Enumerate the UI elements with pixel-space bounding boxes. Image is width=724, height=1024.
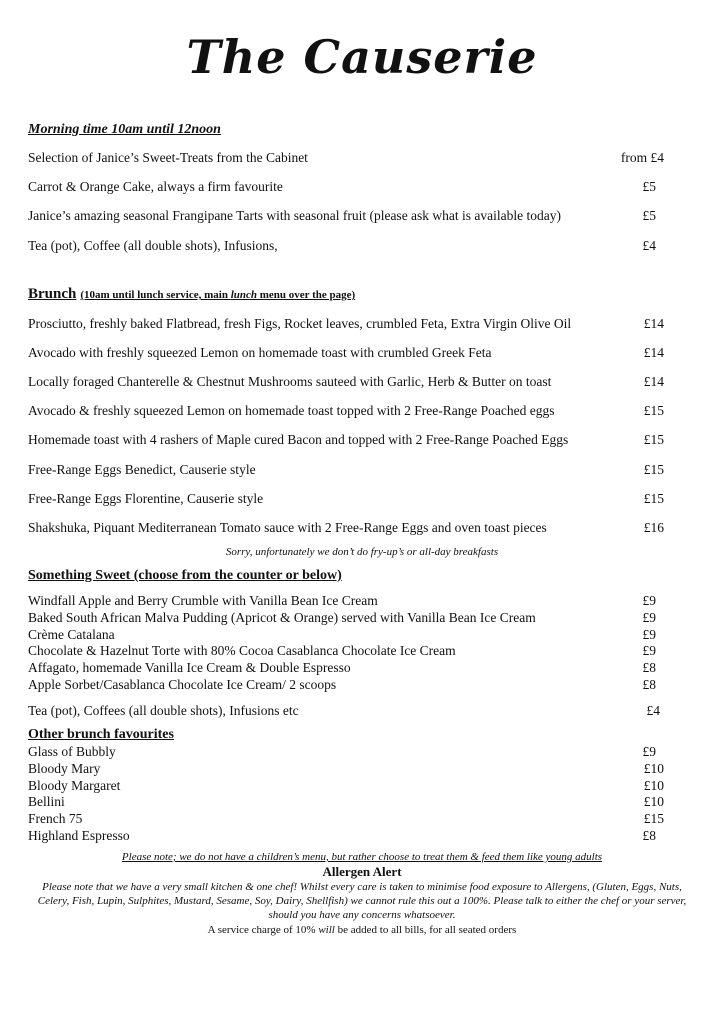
item-name: Bloody Margaret [28, 778, 121, 793]
allergen-title: Allergen Alert [322, 864, 402, 879]
page-title: The Causerie [186, 30, 538, 84]
item-name: Avocado with freshly squeezed Lemon on homemade toast with crumbled Greek Feta [28, 345, 492, 360]
item-price: £15 [643, 491, 664, 506]
item-name: Baked South African Malva Pudding (Apricot & Orange) served with Vanilla Bean Ice Cream [28, 610, 536, 625]
item-price: £14 [643, 374, 664, 389]
menu-item [28, 610, 664, 626]
item-price: £9 [642, 643, 656, 658]
item-price: from £4 [620, 150, 664, 165]
menu-item [28, 660, 664, 676]
menu-item [28, 794, 664, 810]
item-price: £8 [642, 660, 656, 675]
brunch-subheading-em: lunch [230, 289, 257, 301]
sweet-heading: Something Sweet (choose from the counter or below) [28, 568, 342, 583]
item-price: £5 [642, 208, 656, 223]
menu-item [28, 374, 664, 390]
allergen-text: Please note that we have a very small kitchen & one chef! Whilst every care is taken to minimise food exposure to Allergens, (Gluten, Eggs, Nuts, Celery, Fish, Lupin, Sulphites, Mustard, Sesame, Soy, Dairy, Shellfish) we cannot rule this out a 100%. Please talk to either the chef or your server, should you have any concerns whatsoever. [37, 881, 687, 921]
menu-item [28, 811, 664, 827]
item-name: Bellini [28, 794, 65, 809]
menu-item [28, 520, 664, 536]
item-name: Prosciutto, freshly baked Flatbread, fresh Figs, Rocket leaves, crumbled Feta, Extra Virgin Olive Oil [28, 316, 572, 331]
item-price: £14 [643, 316, 664, 331]
brunch-subheading [80, 289, 355, 301]
menu-item [28, 150, 664, 166]
item-price: £15 [643, 811, 664, 826]
children-note: Please note; we do not have a children’s menu, but rather choose to treat them & feed them like young adults [121, 851, 603, 863]
morning-heading: Morning time 10am until 12noon [28, 122, 221, 137]
brunch-heading [28, 285, 355, 303]
item-name: Windfall Apple and Berry Crumble with Vanilla Bean Ice Cream [28, 593, 378, 608]
item-price: £4 [642, 238, 656, 253]
menu-item [28, 643, 664, 659]
menu-item [28, 761, 664, 777]
item-price: £10 [643, 761, 664, 776]
item-name: Carrot & Orange Cake, always a firm favourite [28, 179, 283, 194]
item-price: £8 [642, 828, 656, 843]
service-charge-note [0, 924, 724, 936]
menu-item [28, 345, 664, 361]
item-price: £8 [642, 677, 656, 692]
item-name: Highland Espresso [28, 828, 130, 843]
item-price: £9 [642, 593, 656, 608]
brunch-subheading-post: menu over the page) [257, 289, 356, 301]
menu-item [28, 703, 664, 719]
item-price: £15 [643, 432, 664, 447]
menu-item [28, 778, 664, 794]
item-price: £5 [642, 179, 656, 194]
menu-item [28, 491, 664, 507]
item-name: Chocolate & Hazelnut Torte with 80% Cocoa Casablanca Chocolate Ice Cream [28, 643, 456, 658]
brunch-subheading-pre: (10am until lunch service, main [80, 289, 231, 301]
menu-item [28, 316, 664, 332]
item-name: Free-Range Eggs Florentine, Causerie style [28, 491, 264, 506]
menu-item [28, 208, 664, 224]
item-price: £10 [643, 794, 664, 809]
item-name: Avocado & freshly squeezed Lemon on homemade toast topped with 2 Free-Range Poached eggs [28, 403, 555, 418]
item-name: Glass of Bubbly [28, 744, 116, 759]
item-price: £9 [642, 610, 656, 625]
item-name: Apple Sorbet/Casablanca Chocolate Ice Cream/ 2 scoops [28, 677, 337, 692]
item-price: £9 [642, 744, 656, 759]
menu-item [28, 462, 664, 478]
item-name: Homemade toast with 4 rashers of Maple cured Bacon and topped with 2 Free-Range Poached Eggs [28, 432, 569, 447]
item-price: £15 [643, 403, 664, 418]
menu-item [28, 677, 664, 693]
item-name: Bloody Mary [28, 761, 101, 776]
menu-item [28, 627, 664, 643]
item-price: £4 [646, 703, 660, 718]
item-name: Locally foraged Chanterelle & Chestnut Mushrooms sauteed with Garlic, Herb & Butter on toast [28, 374, 552, 389]
item-name: Free-Range Eggs Benedict, Causerie style [28, 462, 256, 477]
item-price: £9 [642, 627, 656, 642]
menu-item [28, 828, 664, 844]
item-name: Tea (pot), Coffees (all double shots), Infusions etc [28, 703, 299, 718]
menu-item [28, 432, 664, 448]
menu-item [28, 744, 664, 760]
item-name: Selection of Janice’s Sweet-Treats from the Cabinet [28, 150, 308, 165]
menu-item [28, 403, 664, 419]
item-price: £10 [643, 778, 664, 793]
service-post: be added to all bills, for all seated orders [334, 924, 517, 936]
menu-item [28, 238, 664, 254]
item-name: Shakshuka, Piquant Mediterranean Tomato sauce with 2 Free-Range Eggs and oven toast pieces [28, 520, 547, 535]
item-price: £15 [643, 462, 664, 477]
menu-item [28, 179, 664, 195]
service-em: will [318, 924, 335, 936]
item-price: £16 [643, 520, 664, 535]
other-heading: Other brunch favourites [28, 727, 174, 742]
item-name: Janice’s amazing seasonal Frangipane Tarts with seasonal fruit (please ask what is available today) [28, 208, 562, 223]
item-name: French 75 [28, 811, 83, 826]
menu-item [28, 593, 664, 609]
item-name: Crème Catalana [28, 627, 115, 642]
service-pre: A service charge of 10% [207, 924, 319, 936]
brunch-note: Sorry, unfortunately we don’t do fry-up’s or all-day breakfasts [225, 546, 499, 558]
brunch-title: Brunch [28, 286, 77, 302]
item-name: Affagato, homemade Vanilla Ice Cream & Double Espresso [28, 660, 351, 675]
item-price: £14 [643, 345, 664, 360]
item-name: Tea (pot), Coffee (all double shots), Infusions, [28, 238, 278, 253]
